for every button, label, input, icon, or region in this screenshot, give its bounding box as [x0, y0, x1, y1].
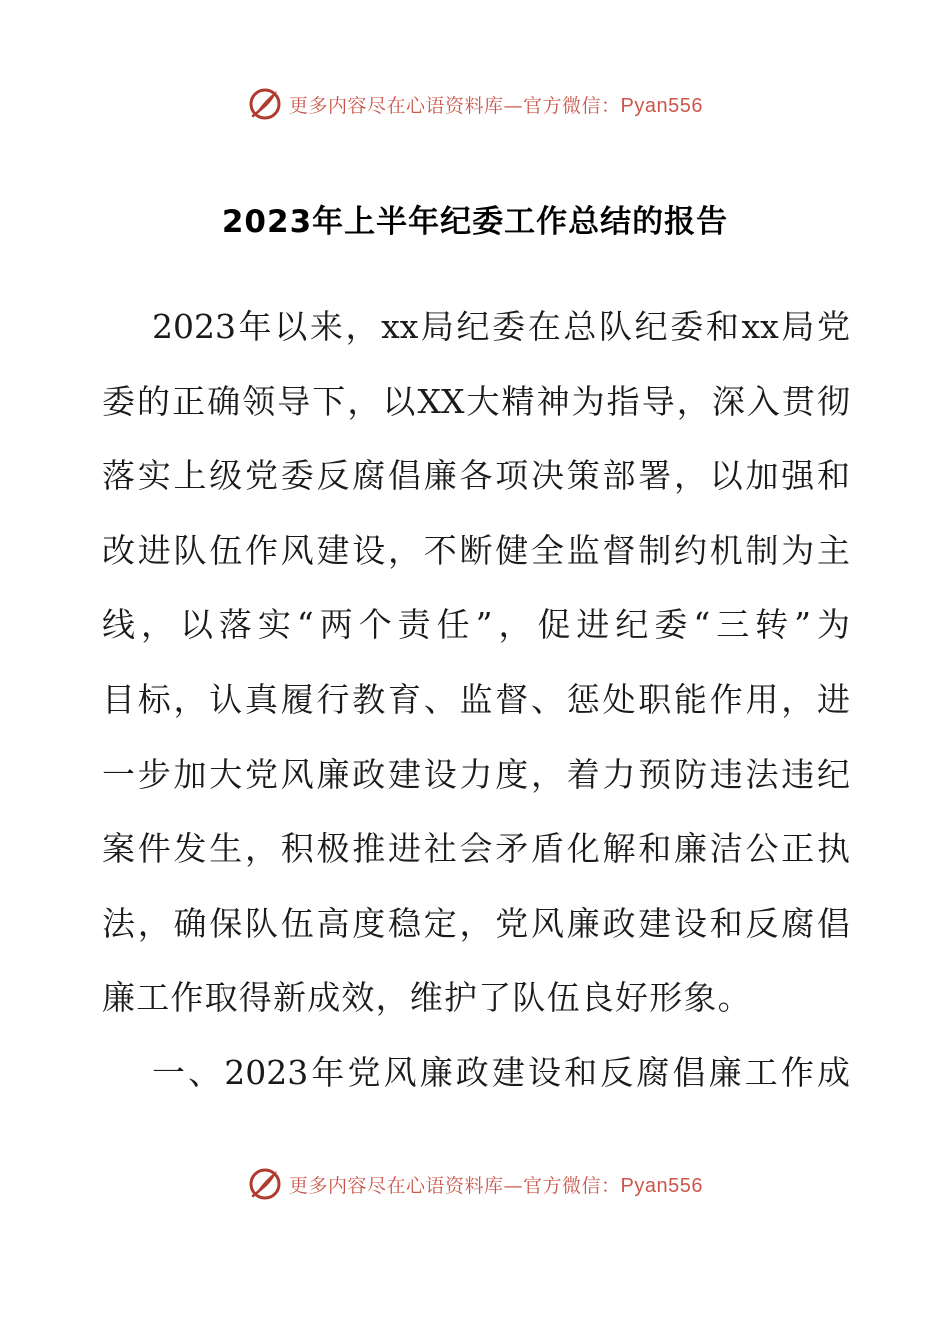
watermark-wechat-handle: Pyan556 — [620, 94, 703, 117]
document-title: 2023年上半年纪委工作总结的报告 — [221, 204, 729, 240]
section-heading-line: 一、2023年党风廉政建设和反腐倡廉工作成 — [152, 1052, 850, 1092]
watermark-wechat-handle: Pyan556 — [620, 1174, 703, 1197]
paragraph-line: 案件发生，积极推进社会矛盾化解和廉洁公正执 — [102, 829, 850, 869]
document-body — [102, 290, 850, 1111]
paragraph-line: 目标，认真履行教育、监督、惩处职能作用，进 — [102, 679, 850, 719]
paragraph-line: 线，以落实“两个责任”，促进纪委“三转”为 — [102, 605, 850, 645]
watermark-text — [289, 1171, 703, 1198]
paragraph-line: 2023年以来，xx局纪委在总队纪委和xx局党 — [152, 307, 850, 346]
watermark-slogan: 更多内容尽在心语资料库—官方微信： — [289, 94, 621, 117]
paragraph-line: 一步加大党风廉政建设力度，着力预防违法违纪 — [102, 754, 850, 794]
quill-pen-logo-icon — [247, 1166, 283, 1202]
watermark-text — [289, 91, 703, 118]
quill-pen-logo-icon — [247, 86, 283, 122]
footer-watermark — [0, 1164, 950, 1204]
watermark-slogan: 更多内容尽在心语资料库—官方微信： — [289, 1174, 621, 1197]
paragraph-line: 委的正确领导下，以XX大精神为指导，深入贯彻 — [102, 381, 850, 421]
paragraph-line: 改进队伍作风建设，不断健全监督制约机制为主 — [102, 530, 850, 570]
paragraph-line: 法，确保队伍高度稳定，党风廉政建设和反腐倡 — [102, 903, 850, 943]
paragraph-line: 落实上级党委反腐倡廉各项决策部署，以加强和 — [102, 456, 850, 496]
header-watermark — [0, 84, 950, 124]
paragraph-line: 廉工作取得新成效，维护了队伍良好形象。 — [102, 978, 752, 1018]
